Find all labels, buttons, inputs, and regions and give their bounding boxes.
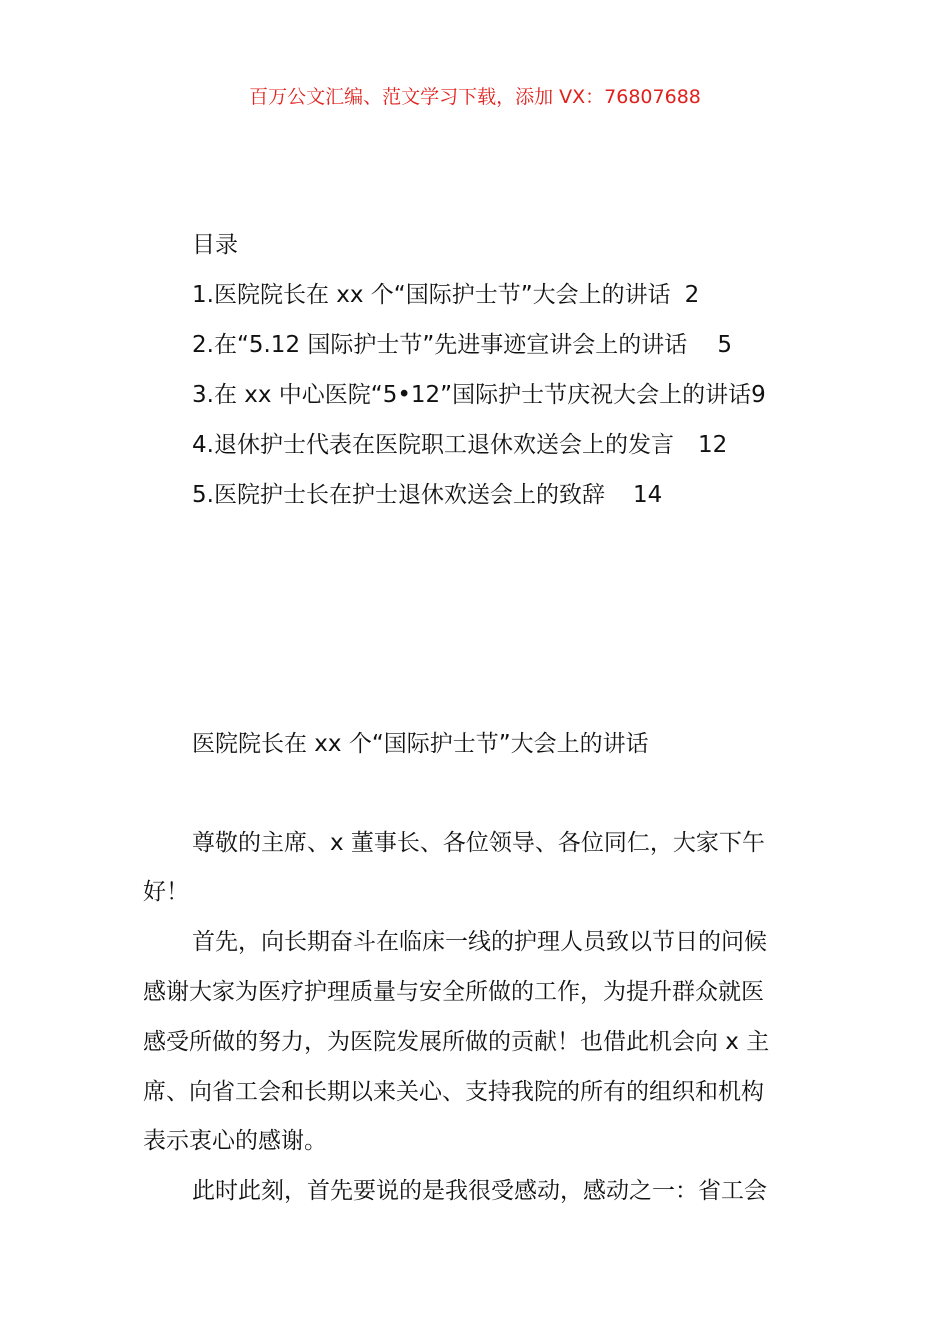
body-line: 首先，向长期奋斗在临床一线的护理人员致以节日的问候 bbox=[192, 929, 767, 955]
toc-item-3[interactable] bbox=[192, 379, 766, 411]
toc-item-2[interactable] bbox=[192, 329, 732, 361]
toc-title: 目录 bbox=[192, 232, 238, 258]
body-line: 表示衷心的感谢。 bbox=[143, 1128, 327, 1154]
toc-item-page: 9 bbox=[751, 382, 766, 408]
toc-item-text: 4.退休护士代表在医院职工退休欢送会上的发言 bbox=[192, 432, 674, 458]
toc-item-4[interactable] bbox=[192, 429, 727, 461]
toc-item-text: 3.在 xx 中心医院“5•12”国际护士节庆祝大会上的讲话 bbox=[192, 382, 752, 408]
watermark-header: 百万公文汇编、范文学习下载，添加 VX：76807688 bbox=[249, 86, 701, 108]
toc-item-1[interactable] bbox=[192, 279, 699, 311]
body-line: 此时此刻，首先要说的是我很受感动，感动之一：省工会 bbox=[192, 1178, 767, 1204]
article-title: 医院院长在 xx 个“国际护士节”大会上的讲话 bbox=[192, 731, 649, 757]
toc-item-text: 5.医院护士长在护士退休欢送会上的致辞 bbox=[192, 482, 605, 508]
body-line: 好！ bbox=[143, 879, 189, 905]
toc-item-page: 12 bbox=[697, 432, 728, 458]
toc-item-page: 14 bbox=[632, 482, 663, 508]
toc-item-page: 5 bbox=[717, 332, 732, 358]
body-line: 尊敬的主席、x 董事长、各位领导、各位同仁，大家下午 bbox=[192, 830, 765, 856]
body-line: 感谢大家为医疗护理质量与安全所做的工作，为提升群众就医 bbox=[143, 979, 764, 1005]
toc-item-5[interactable] bbox=[192, 479, 662, 511]
body-line: 感受所做的努力，为医院发展所做的贡献！也借此机会向 x 主 bbox=[143, 1029, 770, 1055]
body-line: 席、向省工会和长期以来关心、支持我院的所有的组织和机构 bbox=[143, 1079, 764, 1105]
toc-item-page: 2 bbox=[684, 282, 700, 308]
toc-item-text: 1.医院院长在 xx 个“国际护士节”大会上的讲话 bbox=[192, 282, 671, 308]
toc-item-text: 2.在“5.12 国际护士节”先进事迹宣讲会上的讲话 bbox=[192, 332, 688, 358]
